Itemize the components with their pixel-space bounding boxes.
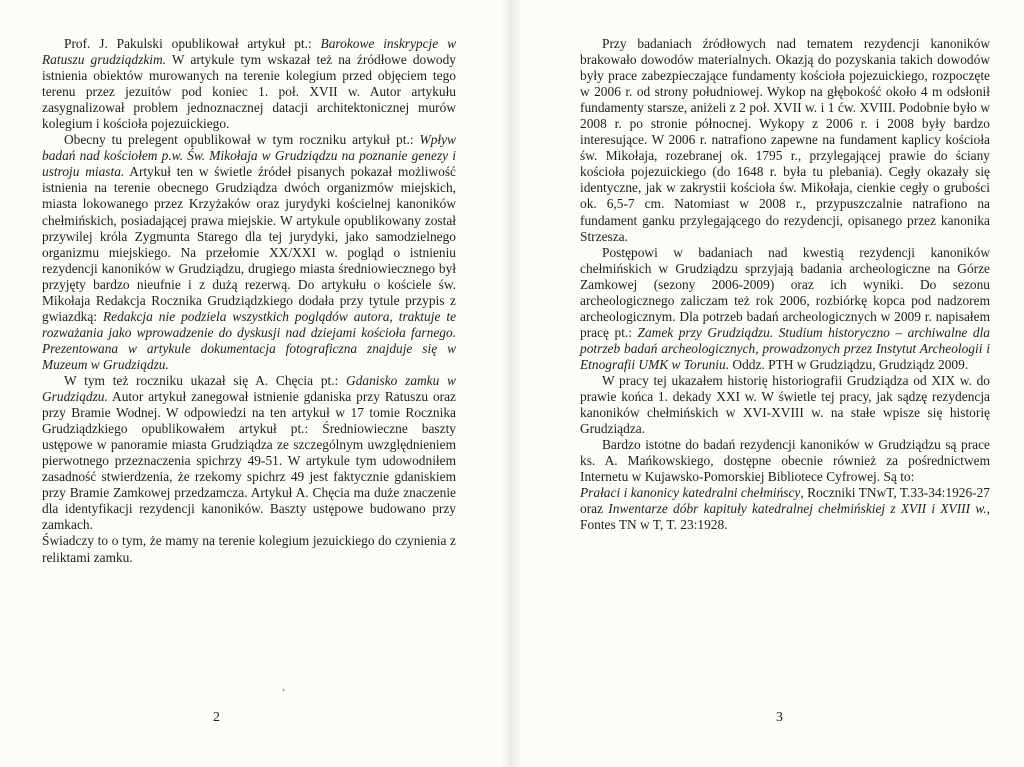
page-number-left: 2 xyxy=(213,710,220,725)
editorial-note: Redakcja nie podziela wszystkich poglądów autora, traktuje te rozważania jako wprowadzenie do dyskusji nad dziejami kościoła farnego. Prezentowana w artykule dokumentacja fotograficzna znajduje się w Muzeum w Grudziądzu. xyxy=(42,308,457,372)
left-paragraph-3 xyxy=(42,373,456,533)
article-title: Gdanisko zamku w Grudziądzu. xyxy=(42,372,456,405)
right-paragraph-1: Przy badaniach źródłowych nad tematem rezydencji kanoników brakowało dowodów materialnych. Okazją do pozyskania takich dowodów były prace zabezpieczające fundamenty kościoła pojezuickiego, rozpoczęte w 2006 r. od strony południowej. Wykop na głębokość około 4 m odsłonił fundamenty starsze, aniżeli z 2 poł. XVII w. i 1 ćw. XVIII. Podobnie było w 2008 r. po stronie północnej. Wykopy z 2006 r. i 2008 były bardzo interesujące. W 2006 r. natrafiono zapewne na fundament kaplicy kościoła św. Mikołaja, rozebranej ok. 1795 r., przylegającej prawie do ściany kościoła pojezuickiego (do 1648 r. była tu plebania). Cegły okazały się identyczne, jak w zakrystii kościoła św. Mikołaja, cienkie cegły o grubości ok. 6,5-7 cm. Natomiast w 2008 r., przypuszczalnie natrafiono na fundament ganku przylegającego do rezydencji, opisanego przez kanonika Strzesza. xyxy=(580,36,990,244)
text-span: , Fontes TN w T, T. 23:1928. xyxy=(580,501,990,533)
text-span: W artykule tym wskazał też na źródłowe dowody istnienia obiektów murowanych na terenie kolegium przed objęciem tego terenu przez jezuitów pod koniec 1. poł. XVII w. Autor artykułu zasygnalizował problem jednoznacznej datacji architektonicznej murów kolegium i kościoła pojezuickiego. xyxy=(42,52,456,132)
text-span: Autor artykuł zanegował istnienie gdaniska przy Ratuszu oraz przy Bramie Wodnej. W odpowiedzi na ten artykuł w 17 tomie Rocznika Grudziądzkiego opublikowałem artykuł pt.: Średniowieczne baszty ustępowe w panoramie miasta Grudziądza ze szczególnym uwzględnieniem pierwotnego przeznaczenia spichrzy 49-51. W artykule tym udowodniłem zasadność stwierdzenia, że rzekomy spichrz 49 jest faktycznie gdaniskiem przy Bramie Zamkowej przedzamcza. Artykuł A. Chęcia ma duże znaczenie dla identyfikacji rezydencji kanoników. Baszty ustępowe budowano przy zamkach. xyxy=(42,389,456,533)
book-gutter xyxy=(500,0,522,767)
article-title: Barokowe inskrypcje w Ratuszu grudziądzkim. xyxy=(42,36,456,68)
text-span: Postępowi w badaniach nad kwestią rezydencji kanoników chełmińskich w Grudziądzu sprzyjają badania archeologiczne na Górze Zamkowej (sezony 2006-2009) oraz ich wyniki. Do sezonu archeologicznego zaliczam też rok 2006, rozbiórkę kopca pod nadzorem archeologicznym. Dla potrzeb badań archeologicznych w 2009 r. napisałem pracę pt.: xyxy=(580,244,990,340)
work-title: Inwentarze dóbr kapituły katedralnej chełmińskiej z XVII i XVIII w. xyxy=(608,501,987,517)
work-title: Prałaci i kanonicy katedralni chełmińscy xyxy=(580,485,801,501)
page-number-right: 3 xyxy=(776,710,783,725)
text-span: Oddz. PTH w Grudziądzu, Grudziądz 2009. xyxy=(729,356,969,372)
text-span: Artykuł ten w świetle źródeł pisanych pokazał możliwość istnienia na terenie obecnego Grudziądza dwóch organizmów miejskich, miasta lokowanego przez Krzyżaków oraz jurydyki kościelnej kanoników chełmińskich, posiadającej prawa miejskie. W artykule opublikowany został przywilej króla Zygmunta Starego dla tej jurydyki, jako samodzielnego organizmu miejskiego. Na przełomie XX/XXI w. pogląd o istnieniu rezydencji kanoników w Grudziądzu, drugiego miasta średniowiecznego był przyjęty bardzo nieufnie i z dużą rezerwą. Do artykułu o kościele św. Mikołaja Redakcja Rocznika Grudziądzkiego dodała przy tytule przypis z gwiazdką: xyxy=(42,164,456,324)
text-span: Obecny tu prelegent opublikował w tym roczniku artykuł pt.: xyxy=(64,132,420,148)
text-span: , Roczniki TNwT, T.33-34:1926-27 oraz xyxy=(580,485,991,517)
right-paragraph-4 xyxy=(580,437,990,533)
scan-speck: ˛ xyxy=(282,680,286,692)
left-paragraph-4: Świadczy to o tym, że mamy na terenie kolegium jezuickiego do czynienia z reliktami zamku. xyxy=(42,533,456,565)
right-paragraph-3: W pracy tej ukazałem historię historiografii Grudziądza od XIX w. do prawie końca 1. dekady XXI w. W świetle tej pracy, jak sądzę rezydencja kanoników chełmińskich w XVI-XVIII w. na stałe wpisze się historię Grudziądza. xyxy=(580,372,990,437)
right-paragraph-2 xyxy=(580,245,990,373)
text-span: W tym też roczniku ukazał się A. Chęcia pt.: xyxy=(64,372,347,388)
left-paragraph-1 xyxy=(42,36,456,132)
article-title: Wpływ badań nad kościołem p.w. Św. Mikołaja w Grudziądzu na poznanie genezy i ustroju miasta. xyxy=(42,132,456,180)
text-span: Bardzo istotne do badań rezydencji kanoników w Grudziądzu są prace ks. A. Mańkowskiego, dostępne obecnie również za pośrednictwem Internetu w Kujawsko-Pomorskiej Bibliotece Cyfrowej. Są to: xyxy=(580,437,990,485)
left-page xyxy=(42,36,456,566)
left-paragraph-2 xyxy=(42,132,456,373)
work-title: Zamek przy Grudziądzu. Studium historyczno – archiwalne dla potrzeb badań archeologicznych, prowadzonych przez Instytut Archeologii i Etnografii UMK w Toruniu. xyxy=(580,324,990,372)
text-span: Prof. J. Pakulski opublikował artykuł pt.: xyxy=(64,36,321,51)
right-page xyxy=(580,36,990,533)
